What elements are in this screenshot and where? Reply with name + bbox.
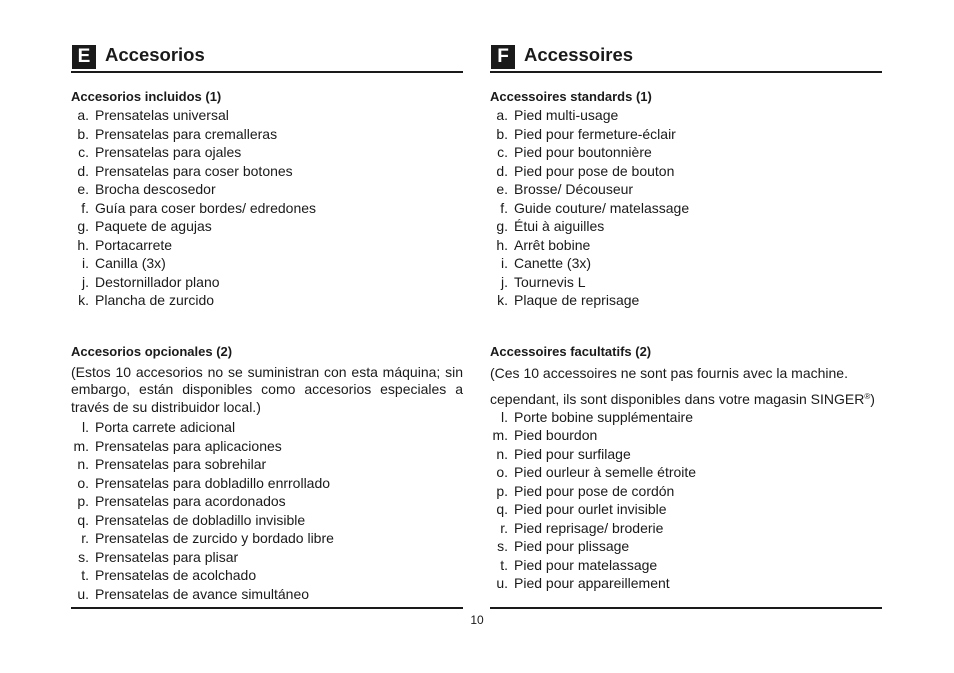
item-letter: h. — [496, 236, 508, 253]
section-es — [71, 44, 463, 603]
registered-mark: ® — [864, 391, 871, 401]
item-text: Prensatelas universal — [95, 107, 229, 123]
list-item — [490, 574, 882, 593]
page-number: 10 — [470, 613, 484, 627]
list-item — [490, 199, 882, 218]
item-text: Pied multi-usage — [514, 107, 619, 123]
list-item — [490, 537, 882, 556]
list-item — [71, 162, 463, 181]
item-letter: l. — [82, 419, 89, 435]
item-text: Plancha de zurcido — [95, 292, 215, 308]
section-header-fr — [490, 44, 882, 73]
list-item — [490, 180, 882, 199]
list-item — [490, 236, 882, 255]
item-letter: r. — [81, 530, 89, 546]
item-letter: u. — [496, 575, 508, 591]
item-text: Pied ourleur à semelle étroite — [514, 464, 697, 480]
list-item — [71, 106, 463, 125]
list-item — [490, 143, 882, 162]
item-letter: m. — [73, 437, 89, 454]
item-letter: r. — [500, 519, 508, 536]
item-letter: p. — [77, 493, 89, 509]
item-text: Prensatelas para coser botones — [95, 162, 293, 179]
item-letter: k. — [78, 292, 89, 308]
item-text: Pied pour pose de cordón — [514, 482, 675, 499]
item-letter: s. — [78, 548, 89, 565]
optional-list-es — [71, 418, 463, 603]
list-item — [490, 217, 882, 236]
item-letter: t. — [81, 567, 89, 583]
list-item — [71, 180, 463, 199]
item-letter: j. — [82, 273, 89, 290]
list-item — [490, 125, 882, 144]
item-text: Prensatelas de avance simultáneo — [95, 585, 310, 602]
item-text: Pied pour fermeture-éclair — [514, 125, 676, 142]
optional-note-fr-end: ) — [870, 390, 875, 407]
item-letter: i. — [501, 255, 508, 271]
list-item — [71, 273, 463, 292]
item-letter: g. — [496, 218, 508, 234]
item-text: Guide couture/ matelassage — [514, 199, 690, 216]
list-item — [71, 566, 463, 585]
list-item — [490, 445, 882, 464]
list-item — [71, 492, 463, 511]
item-text: Prensatelas de zurcido y bordado libre — [95, 530, 334, 546]
item-text: Prensatelas para acordonados — [95, 493, 286, 509]
item-text: Canette (3x) — [514, 255, 592, 271]
item-text: Pied reprisage/ broderie — [514, 519, 664, 536]
language-badge-fr: F — [491, 45, 515, 69]
optional-note-es: (Estos 10 accesorios no se suministran con esta máquina; sin embargo, están disponibles como accesorios especiales a través de su distribuidor local.) — [71, 363, 463, 415]
section-header-es — [71, 44, 463, 73]
list-item — [71, 199, 463, 218]
item-letter: a. — [77, 107, 89, 123]
list-item — [71, 217, 463, 236]
item-text: Étui à aiguilles — [514, 218, 605, 234]
item-letter: n. — [496, 445, 508, 462]
list-item — [490, 426, 882, 445]
optional-heading-es: Accesorios opcionales (2) — [71, 343, 233, 359]
list-item — [71, 437, 463, 456]
item-text: Paquete de agujas — [95, 218, 212, 234]
item-letter: c. — [497, 144, 508, 160]
item-text: Pied pour ourlet invisible — [514, 501, 667, 517]
optional-list-fr — [490, 408, 882, 593]
list-item — [490, 408, 882, 427]
list-item — [71, 143, 463, 162]
item-text: Porta carrete adicional — [95, 419, 236, 435]
item-text: Destornillador plano — [95, 273, 220, 290]
item-letter: t. — [500, 556, 508, 573]
list-item — [490, 463, 882, 482]
item-text: Prensatelas para dobladillo enrrollado — [95, 474, 331, 491]
list-item — [490, 500, 882, 519]
item-text: Canilla (3x) — [95, 255, 166, 271]
item-text: Pied bourdon — [514, 427, 598, 443]
item-letter: u. — [77, 585, 89, 602]
list-item — [490, 519, 882, 538]
list-item — [71, 254, 463, 273]
item-text: Prensatelas para sobrehilar — [95, 456, 267, 472]
item-letter: d. — [496, 162, 508, 179]
item-letter: q. — [77, 511, 89, 528]
item-text: Prensatelas para cremalleras — [95, 125, 278, 142]
item-text: Portacarrete — [95, 236, 173, 253]
list-item — [71, 474, 463, 493]
optional-heading-fr: Accessoires facultatifs (2) — [490, 343, 652, 359]
included-list-fr — [490, 106, 882, 310]
list-item — [490, 482, 882, 501]
item-text: Pied pour plissage — [514, 538, 630, 554]
item-text: Prensatelas de acolchado — [95, 567, 257, 583]
item-text: Pied pour pose de bouton — [514, 162, 675, 179]
list-item — [71, 511, 463, 530]
item-letter: q. — [496, 501, 508, 517]
item-text: Arrêt bobine — [514, 236, 591, 253]
section-title-fr: Accessoires — [524, 44, 634, 65]
item-text: Prensatelas para aplicaciones — [95, 437, 282, 454]
included-list-es — [71, 106, 463, 310]
item-letter: k. — [497, 292, 508, 308]
optional-note-fr-text: cependant, ils sont disponibles dans votre magasin SINGER — [490, 390, 865, 407]
item-letter: s. — [497, 538, 508, 554]
item-letter: n. — [77, 456, 89, 472]
item-text: Prensatelas de dobladillo invisible — [95, 511, 306, 528]
item-letter: c. — [78, 144, 89, 160]
item-letter: e. — [496, 181, 508, 197]
item-letter: e. — [77, 181, 89, 197]
item-text: Prensatelas para ojales — [95, 144, 242, 160]
item-letter: b. — [496, 125, 508, 142]
bottom-rule-left — [71, 607, 463, 609]
list-item — [71, 548, 463, 567]
item-text: Porte bobine supplémentaire — [514, 408, 694, 425]
item-text: Pied pour matelassage — [514, 556, 658, 573]
optional-note-fr-line1: (Ces 10 accessoires ne sont pas fournis avec la machine. — [490, 364, 848, 381]
item-text: Guía para coser bordes/ edredones — [95, 199, 317, 216]
item-letter: h. — [77, 236, 89, 253]
list-item — [71, 585, 463, 604]
item-text: Brosse/ Découseur — [514, 181, 634, 197]
included-heading-fr: Accessoires standards (1) — [490, 89, 652, 104]
list-item — [490, 291, 882, 310]
item-letter: i. — [82, 255, 89, 271]
item-letter: g. — [77, 218, 89, 234]
item-text: Pied pour boutonnière — [514, 144, 652, 160]
item-letter: m. — [492, 427, 508, 443]
item-letter: d. — [77, 162, 89, 179]
item-letter: b. — [77, 125, 89, 142]
item-letter: j. — [501, 273, 508, 290]
list-item — [71, 291, 463, 310]
item-letter: a. — [496, 107, 508, 123]
language-badge-es: E — [72, 45, 96, 69]
list-item — [490, 556, 882, 575]
item-letter: f. — [500, 199, 508, 216]
list-item — [71, 529, 463, 548]
item-letter: o. — [77, 474, 89, 491]
list-item — [490, 273, 882, 292]
item-letter: p. — [496, 482, 508, 499]
item-letter: f. — [81, 199, 89, 216]
item-letter: l. — [501, 408, 508, 425]
item-text: Plaque de reprisage — [514, 292, 640, 308]
list-item — [490, 254, 882, 273]
item-text: Pied pour appareillement — [514, 575, 670, 591]
list-item — [71, 455, 463, 474]
item-letter: o. — [496, 464, 508, 480]
list-item — [71, 236, 463, 255]
item-text: Tournevis L — [514, 273, 586, 290]
section-fr — [490, 44, 882, 593]
item-text: Prensatelas para plisar — [95, 548, 239, 565]
list-item — [71, 418, 463, 437]
item-text: Pied pour surfilage — [514, 445, 631, 462]
section-title-es: Accesorios — [105, 44, 205, 65]
list-item — [71, 125, 463, 144]
included-heading-es: Accesorios incluidos (1) — [71, 89, 222, 104]
list-item — [490, 106, 882, 125]
bottom-rule-right — [490, 607, 882, 609]
item-text: Brocha descosedor — [95, 181, 216, 197]
list-item — [490, 162, 882, 181]
